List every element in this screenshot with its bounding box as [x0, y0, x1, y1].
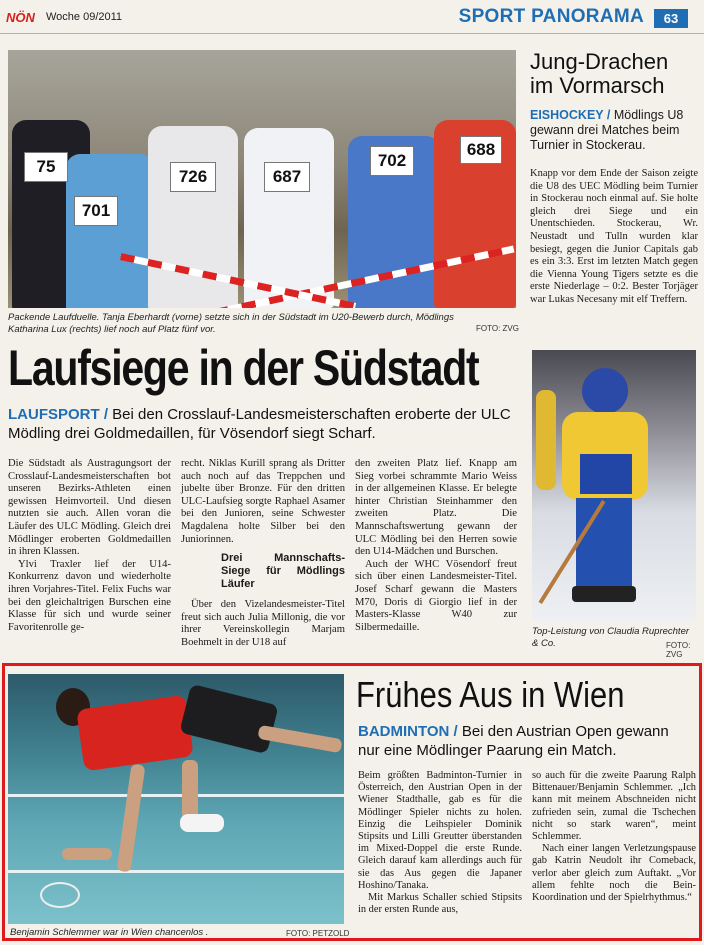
runner-figure [66, 154, 154, 308]
side-photo-caption: Top-Leistung von Claudia Ruprechter & Co. [532, 626, 690, 649]
court-line [8, 794, 344, 797]
photo-credit: FOTO: ZVG [476, 324, 519, 333]
player-leg [257, 725, 342, 753]
side-kicker: EISHOCKEY / [530, 108, 611, 122]
player-leg [182, 760, 198, 820]
player-shirt [76, 695, 194, 772]
article-subhead: Drei Mannschafts-Siege für Mödlings Läufer [221, 552, 345, 591]
helmet-shape [582, 368, 628, 414]
player-hand [62, 848, 112, 860]
newspaper-logo: NÖN [6, 10, 35, 25]
bib-number: 688 [460, 136, 502, 164]
bib-number: 726 [170, 162, 216, 192]
photo-caption: Packende Laufduelle. Tanja Eberhardt (vorne) setzte sich in der Südstadt im U20-Bewerb durch, Mödlings Katharina Lux (rechts) lief noch auf Platz fünf vor. [8, 312, 454, 335]
badminton-headline: Frühes Aus in Wien [356, 674, 625, 715]
article-paragraph: Ylvi Traxler lief der U14-Konkurrenz davon und wiederholte ihren Vorjahres-Titel. Felix Fuchs war bei den gleichaltrigen Burschen eine Klasse für sich und wurde seiner Favoritenrolle ge- [8, 558, 171, 633]
pants-shape [576, 498, 632, 588]
article-column-3 [355, 458, 517, 634]
article-paragraph: Über den Vizelandesmeister-Titel freut sich auch Julia Millonig, die vor ihrer Vereinskollegin Marjam Boehmelt in der U18 auf [181, 599, 345, 648]
article-deck-text: Bei den Crosslauf-Landesmeisterschaften eroberte der ULC Mödling drei Goldmedaillen, für Vösendorf siegt Scharf. [8, 406, 511, 442]
article-deck [8, 405, 514, 443]
side-headline-line: Jung-Drachen [530, 49, 669, 74]
badminton-kicker: BADMINTON / [358, 723, 458, 740]
badminton-photo [8, 674, 344, 924]
article-paragraph: Beim größten Badminton-Turnier in Österreich, den Austrian Open in der Wiener Stadthalle, gab es für die Mödlinger Spieler nichts zu holen. Einzig die Leihspieler Dominik Stipsits und Lilli Greutter überstanden im Mixed-Doppel die erste Runde. Gleich darauf kam allerdings auch für sie das Aus gegen die Japaner Hoshino/Tanaka. [358, 770, 522, 891]
side-photo-credit: FOTO: ZVG [666, 641, 691, 659]
article-kicker: LAUFSPORT / [8, 406, 108, 423]
side-deck-text: Mödlings U8 gewann drei Matches beim Turnier in Stockerau. [530, 108, 684, 152]
runners-photo [8, 50, 516, 308]
side-deck [530, 108, 700, 153]
issue-week: Woche 09/2011 [46, 11, 123, 23]
page-header [0, 0, 704, 34]
player-shoe [180, 814, 224, 832]
article-paragraph: Auch der WHC Vösendorf freut sich über einen Landesmeister-Titel. Josef Scharf gewann die Masters M70, Doris di Giorgio lief in der Masters-Klasse W40 zur Silbermedaille. [355, 558, 517, 633]
skates-shape [572, 586, 636, 602]
court-line [8, 870, 344, 873]
badminton-deck [358, 722, 694, 760]
article-column-1 [8, 458, 171, 634]
bib-number: 687 [264, 162, 310, 192]
article-paragraph: so auch für die zweite Paarung Ralph Bittenauer/Benjamin Schlemmer. „Ich kann mit meinem Abschneiden nicht zufrieden sein, zumal die Tschechen nicht so stark waren“, meint Schlemmer. [532, 770, 696, 843]
page-number: 63 [654, 9, 688, 28]
badminton-deck-text: Bei den Austrian Open gewann nur eine Mödlinger Paarung ein Match. [358, 723, 669, 759]
side-headline-line: im Vormarsch [530, 73, 665, 98]
teammate-shape [536, 390, 556, 490]
player-shorts [179, 684, 278, 754]
article-paragraph: den zweiten Platz lief. Knapp am Sieg vorbei schrammte Mario Weiss in der allgemeinen Klasse. Er belegte hinter Christian Steinhammer den zweiten Platz. Die Mannschaftswertung gewann der ULC Mödling bei den Herren sowie den U14-Mädchen und Burschen. [355, 458, 517, 558]
section-title: SPORT PANORAMA [458, 6, 644, 27]
bib-number: 75 [24, 152, 68, 182]
article-headline: Laufsiege in der Südstadt [8, 340, 479, 396]
hockey-photo [532, 350, 696, 622]
article-paragraph: recht. Niklas Kurill sprang als Dritter auch noch auf das Treppchen und jubelte über Bronze. Für den dritten ULC-Laufsieg sorgte Raphael Asamer bei den Junioren, seine Schwester Magdalena holte Silber bei den Juniorinnen. [181, 458, 345, 545]
racket-head [40, 882, 80, 908]
runner-figure [244, 128, 334, 308]
badminton-column-2 [532, 770, 696, 904]
jersey-stripe [580, 454, 632, 494]
article-paragraph: Nach einer langen Verletzungspause gab Katrin Neudolt ihr Comeback, verlor aber gleich zum Auftakt. „Vor allem fehlte noch die Bein-Koordination und der Spielrhythmus.“ [532, 843, 696, 904]
player-arm [117, 764, 146, 873]
side-headline [530, 50, 668, 98]
side-body: Knapp vor dem Ende der Saison zeigte die U8 des UEC Mödling beim Turnier in Stockerau noch einmal auf. Sie holte gleich drei Siege und ein Unentschieden. Stockerau, Wr. Neustadt und Tulln wurden klar besiegt, gegen die Junior Capitals gab es ein 3:3. Erst im letzten Match gegen die Vienna Young Tigers setzte es die erste Niederlage – 0:2. Bester Torjäger war Lukas Necesany mit elf Treffern. [530, 168, 698, 305]
article-paragraph: Die Südstadt als Austragungsort der Crosslauf-Landesmeisterschaften bot unseren Bezirks-Athleten einen gewissen Heimvorteil. Und diesen nutzten sie auch. Allen voran die Läufer des ULC Mödling. Gleich drei Mödlinger eroberten Goldmedaillen in ihren Klassen. [8, 458, 171, 558]
article-column-2 [181, 458, 345, 650]
badminton-credit: FOTO: PETZOLD [286, 929, 350, 938]
badminton-column-1 [358, 770, 522, 916]
bib-number: 702 [370, 146, 414, 176]
bib-number: 701 [74, 196, 118, 226]
article-paragraph: Mit Markus Schaller schied Stipsits in der ersten Runde aus, [358, 892, 522, 916]
badminton-caption: Benjamin Schlemmer war in Wien chancenlos . [10, 927, 209, 938]
